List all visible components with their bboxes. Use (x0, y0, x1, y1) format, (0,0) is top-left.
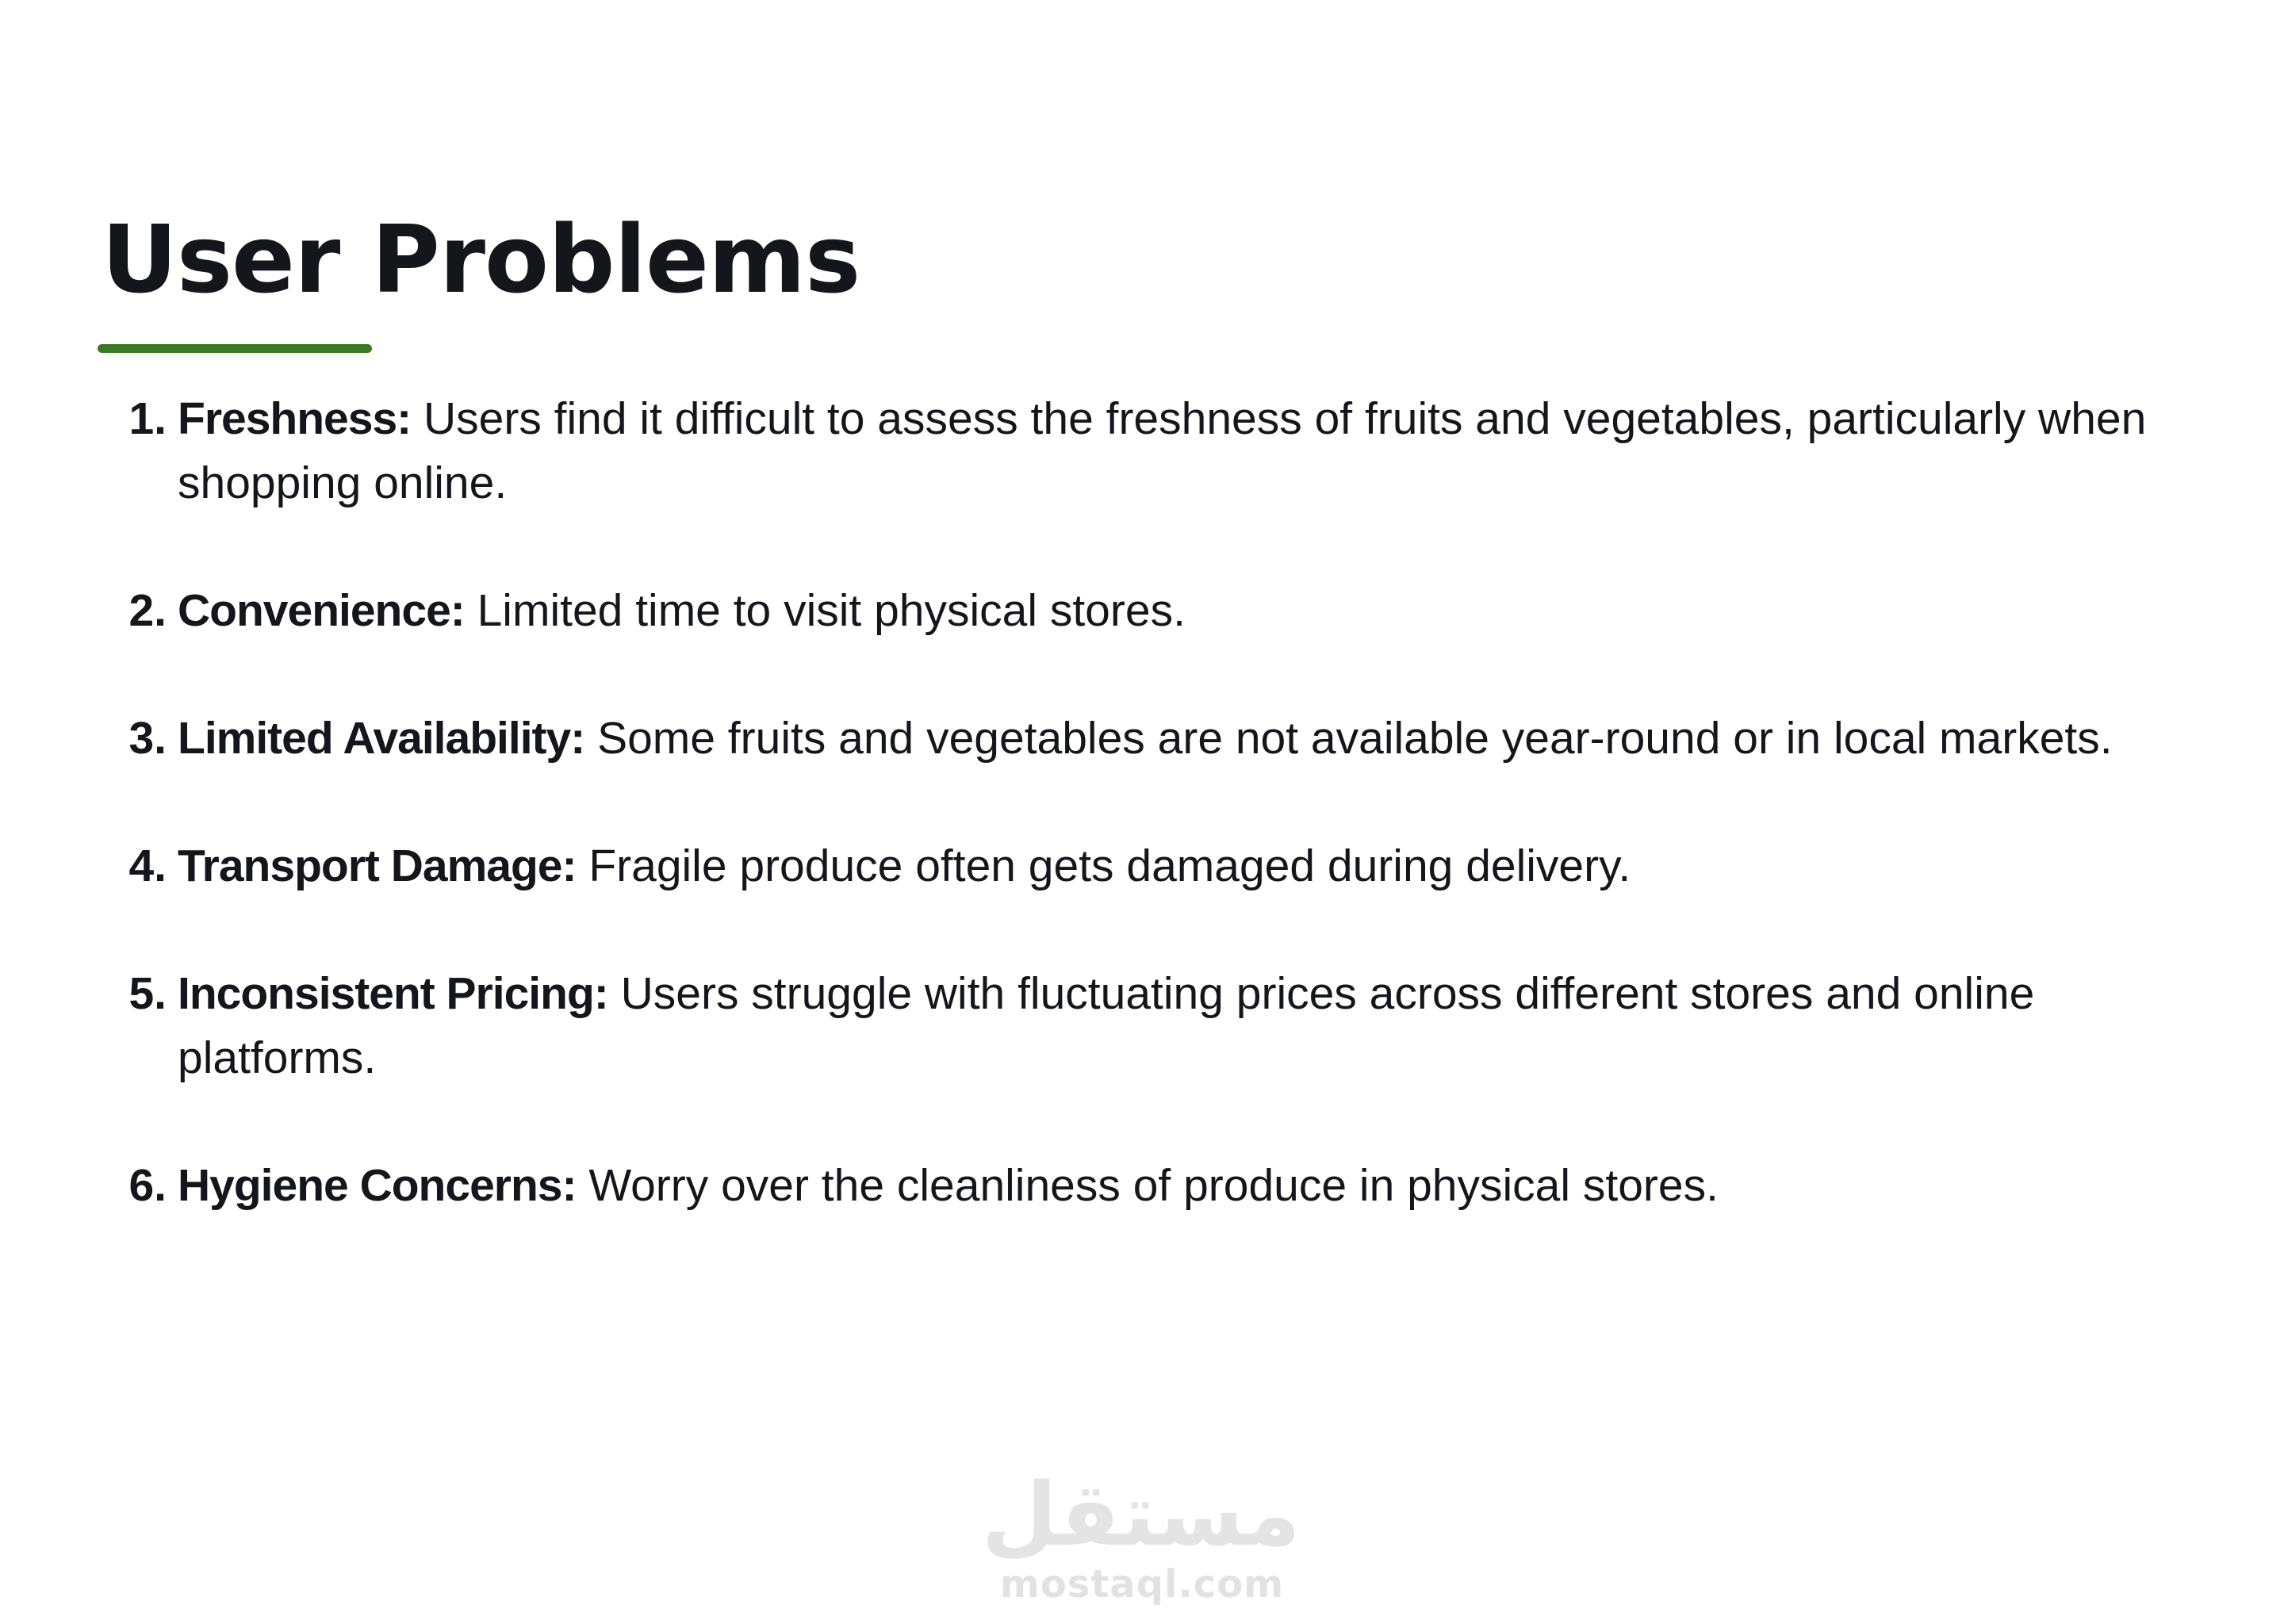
title-underline (98, 344, 372, 353)
problem-description: Some fruits and vegetables are not available year-round or in local markets. (597, 713, 2113, 764)
watermark-url-text: mostaql.com (999, 1562, 1285, 1607)
problem-description: Limited time to visit physical stores. (477, 585, 1186, 636)
problem-number: 5. (128, 968, 167, 1019)
problem-number: 1. (128, 393, 167, 444)
problem-item-inconsistent-pricing (111, 962, 2221, 1090)
problem-term: Inconsistent Pricing: (178, 968, 608, 1019)
problem-number: 4. (128, 841, 167, 891)
problem-description: Users find it difficult to assess the freshness of fruits and vegetables, particularly when shopping online. (178, 393, 2147, 508)
problem-item-freshness (111, 387, 2221, 515)
problem-term: Freshness: (178, 393, 412, 444)
problem-item-transport-damage (111, 834, 2221, 898)
problem-term: Limited Availability: (178, 713, 585, 764)
problem-term: Hygiene Concerns: (178, 1160, 577, 1211)
problem-number: 2. (128, 585, 167, 636)
problem-description: Users struggle with fluctuating prices across different stores and online platforms. (178, 968, 2035, 1083)
watermark-arabic-text: مستقل (981, 1464, 1301, 1565)
problem-description: Fragile produce often gets damaged during delivery. (588, 841, 1631, 891)
page-title: User Problems (102, 205, 860, 314)
problem-term: Convenience: (178, 585, 465, 636)
problem-list (111, 387, 2221, 1281)
problem-item-convenience (111, 579, 2221, 643)
problem-item-hygiene-concerns (111, 1154, 2221, 1218)
problem-description: Worry over the cleanliness of produce in physical stores. (588, 1160, 1719, 1211)
problem-term: Transport Damage: (178, 841, 577, 891)
problem-number: 6. (128, 1160, 167, 1211)
problem-number: 3. (128, 713, 167, 764)
problem-item-limited-availability (111, 707, 2221, 771)
watermark-logo (981, 1464, 1301, 1607)
